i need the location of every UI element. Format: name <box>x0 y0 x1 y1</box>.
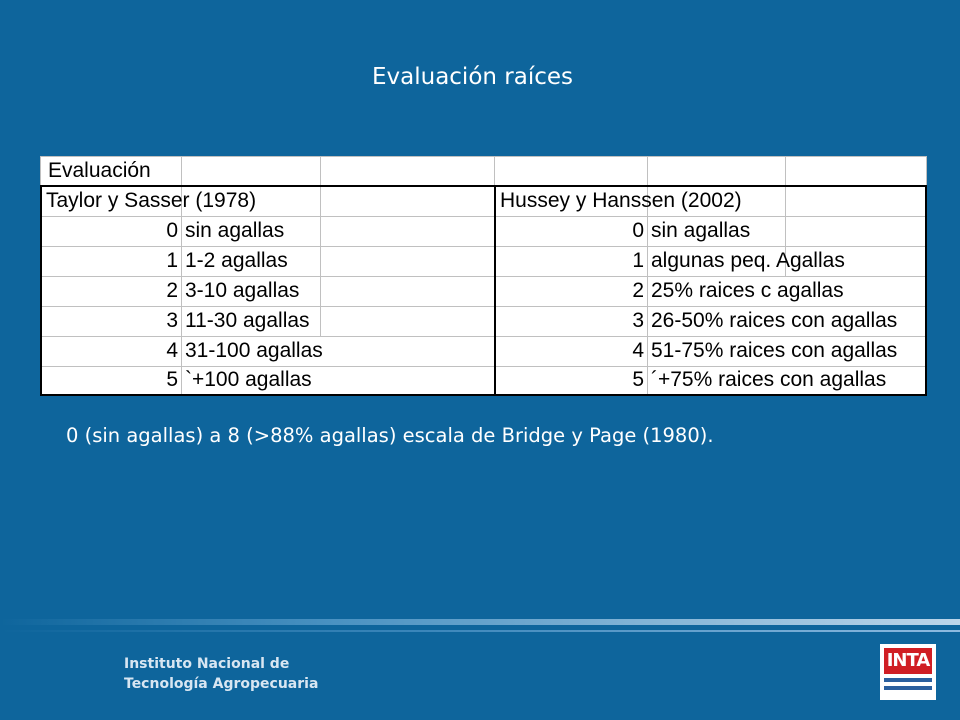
scale-note: 0 (sin agallas) a 8 (>88% agallas) escala de Bridge y Page (1980). <box>66 424 714 447</box>
right-score: 5 <box>632 368 644 391</box>
left-score: 5 <box>166 368 178 391</box>
logo-stripe <box>884 686 932 690</box>
left-score: 2 <box>166 279 178 302</box>
gridline <box>40 156 927 157</box>
left-heading: Taylor y Sasser (1978) <box>46 189 257 212</box>
left-score: 4 <box>166 339 178 362</box>
left-score: 3 <box>166 309 178 332</box>
right-score: 4 <box>632 339 644 362</box>
right-heading: Hussey y Hanssen (2002) <box>500 189 742 212</box>
spreadsheet-table <box>40 156 927 396</box>
logo-stripe <box>884 678 932 682</box>
footer-gradient-line <box>0 619 960 625</box>
institution-name <box>124 654 318 694</box>
right-score: 0 <box>632 219 644 242</box>
left-desc: 31-100 agallas <box>185 339 323 362</box>
institution-line-2: Tecnología Agropecuaria <box>124 676 319 692</box>
right-desc: 25% raices c agallas <box>651 279 844 302</box>
right-desc: sin agallas <box>651 219 751 242</box>
left-desc: `+100 agallas <box>185 368 312 391</box>
left-desc: sin agallas <box>185 219 285 242</box>
evaluation-header: Evaluación <box>48 159 151 182</box>
right-score: 2 <box>632 279 644 302</box>
right-score: 3 <box>632 309 644 332</box>
left-score: 0 <box>166 219 178 242</box>
right-score: 1 <box>632 249 644 272</box>
institution-line-1: Instituto Nacional de <box>124 656 290 672</box>
logo-text: INTA <box>884 648 932 674</box>
right-desc: 26-50% raices con agallas <box>651 309 898 332</box>
right-desc: ´+75% raices con agallas <box>651 368 887 391</box>
inta-logo <box>880 644 936 700</box>
slide-title: Evaluación raíces <box>371 64 573 90</box>
left-desc: 1-2 agallas <box>185 249 288 272</box>
left-score: 1 <box>166 249 178 272</box>
right-desc: 51-75% raices con agallas <box>651 339 898 362</box>
left-desc: 11-30 agallas <box>185 309 310 332</box>
footer-gradient-line <box>0 630 960 632</box>
right-desc: algunas peq. Agallas <box>651 249 845 272</box>
left-desc: 3-10 agallas <box>185 279 300 302</box>
